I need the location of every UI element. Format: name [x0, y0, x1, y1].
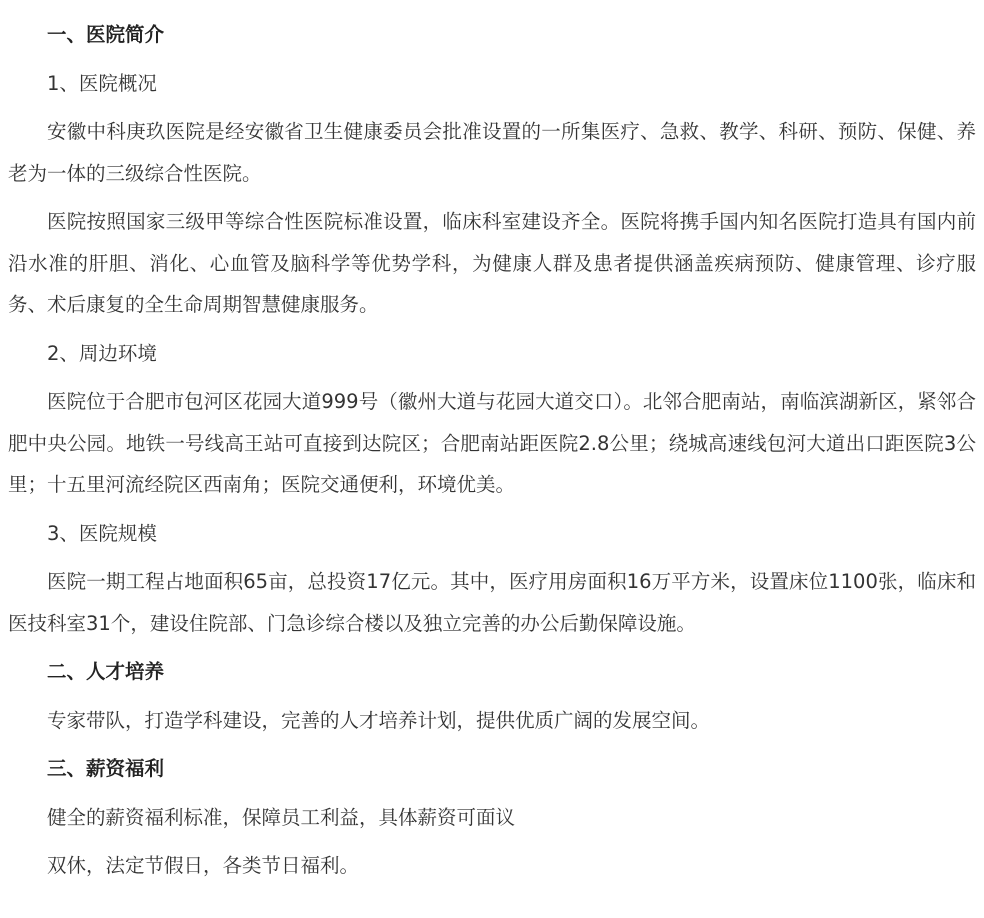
paragraph-hospital-standards: 医院按照国家三级甲等综合性医院标准设置，临床科室建设齐全。医院将携手国内知名医院打造具有国内前沿水准的肝胆、消化、心血管及脑科学等优势学科，为健康人群及患者提供涵盖疾病预防、健康管理、诊疗服务、术后康复的全生命周期智慧健康服务。 [8, 210, 976, 316]
paragraph-hospital-description: 安徽中科庚玖医院是经安徽省卫生健康委员会批准设置的一所集医疗、急救、教学、科研、预防、保健、养老为一体的三级综合性医院。 [8, 120, 976, 185]
paragraph-salary: 健全的薪资福利标准，保障员工利益，具体薪资可面议 [47, 805, 516, 829]
section-heading-benefits: 三、薪资福利 [47, 757, 165, 780]
paragraph-scale: 医院一期工程占地面积65亩，总投资17亿元。其中，医疗用房面积16万平方米，设置床位1100张，临床和医技科室31个，建设住院部、门急诊综合楼以及独立完善的办公后勤保障设施。 [8, 570, 976, 635]
subheading-hospital-overview: 1、医院概况 [47, 71, 157, 95]
section-heading-talent: 二、人才培养 [47, 660, 165, 683]
subheading-surroundings: 2、周边环境 [47, 341, 157, 365]
paragraph-location: 医院位于合肥市包河区花园大道999号（徽州大道与花园大道交口）。北邻合肥南站，南临滨湖新区，紧邻合肥中央公园。地铁一号线高王站可直接到达院区；合肥南站距医院2.8公里；绕城高速线包河大道出口距医院3公里；十五里河流经院区西南角；医院交通便利，环境优美。 [8, 390, 976, 496]
section-heading-hospital-intro: 一、医院简介 [47, 23, 165, 46]
paragraph-talent: 专家带队，打造学科建设，完善的人才培养计划，提供优质广阔的发展空间。 [47, 708, 711, 732]
subheading-hospital-scale: 3、医院规模 [47, 521, 157, 545]
paragraph-holidays: 双休，法定节假日，各类节日福利。 [47, 854, 360, 877]
